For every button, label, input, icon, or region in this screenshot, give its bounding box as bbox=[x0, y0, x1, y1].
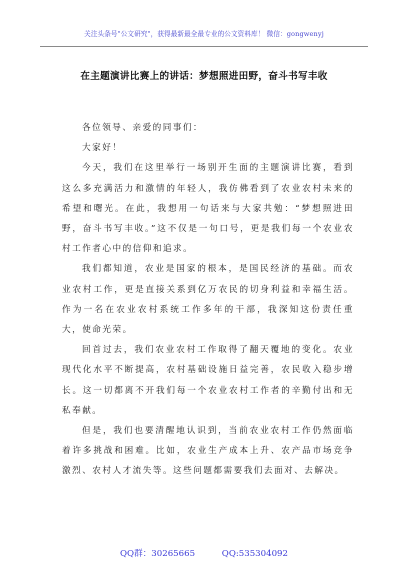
paragraph-challenges: 但是，我们也要清醒地认识到，当前农业农村工作仍然面临着许多挑战和困难。比如，农业生产成本上升、农产品市场竞争激烈、农村人才流失等。这些问题都需要我们去面对、去解决。 bbox=[62, 426, 354, 477]
greeting: 大家好！ bbox=[82, 143, 123, 154]
footer-contact bbox=[0, 547, 408, 559]
salutation: 各位领导、亲爱的同事们： bbox=[82, 123, 204, 133]
paragraph-achievements: 回首过去，我们农业农村工作取得了翻天覆地的变化。农业现代化水平不断提高，农村基础设施日益完善，农民收入稳步增长。这一切都离不开我们每一个农业农村工作者的辛勤付出和无私奉献。 bbox=[62, 345, 354, 416]
header-divider bbox=[40, 46, 368, 47]
document-title: 在主题演讲比赛上的讲话：梦想照进田野，奋斗书写丰收 bbox=[80, 71, 328, 82]
paragraph-opening: 今天，我们在这里举行一场别开生面的主题演讲比赛，看到这么多充满活力和激情的年轻人，我仿佛看到了农业农村未来的希望和曙光。在此，我想用一句话来与大家共勉：“梦想照进田野，奋斗书写丰收。”这不仅是一句口号，更是我们每一个农业农村工作者心中的信仰和追求。 bbox=[62, 163, 354, 255]
footer-qq: QQ:535304092 bbox=[221, 549, 288, 559]
footer-qq-group: QQ群：30265665 bbox=[120, 549, 196, 559]
paragraph-agriculture-foundation: 我们都知道，农业是国家的根本，是国民经济的基础。而农业农村工作，更是直接关系到亿万农民的切身利益和幸福生活。作为一名在农业农村系统工作多年的干部，我深知这份责任重大，使命光荣。 bbox=[62, 264, 354, 336]
header-promo-note: 关注头条号"公文研究"，获得最新最全最专业的公文资料库！ 微信：gongwenyj bbox=[84, 30, 324, 38]
document-body bbox=[62, 118, 354, 482]
